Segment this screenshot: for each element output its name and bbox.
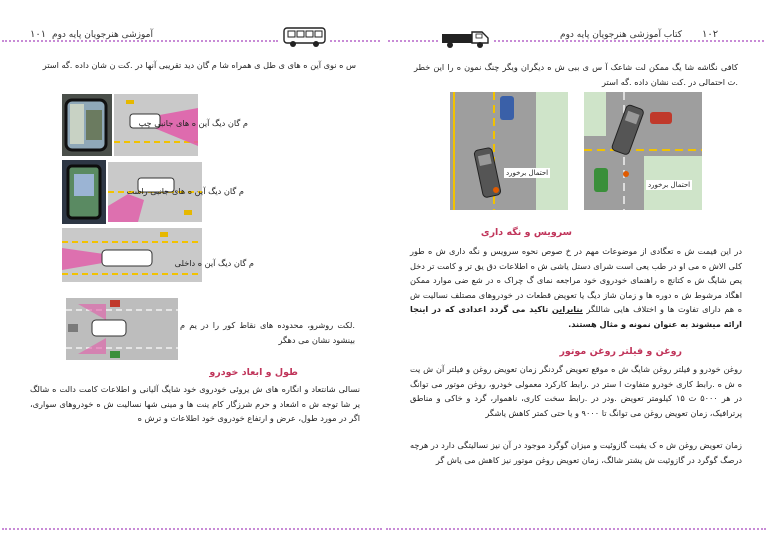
truck-icon [440, 26, 492, 50]
oil-heading: روغن و فیلتر روغن موتور [559, 346, 682, 357]
intro-paragraph [414, 60, 738, 89]
collision-label: احتمال برخورد [648, 181, 691, 189]
blindspot-diagram [66, 298, 178, 360]
footer-rule [2, 528, 382, 530]
header-rule [2, 40, 278, 42]
page-number: ۱۰۱ [30, 29, 47, 40]
right-mirror-photo [62, 160, 106, 224]
running-header: کتاب آموزشی هنرجویان پایه دوم [560, 30, 683, 40]
section-text: نسالی شانتعاد و انگاره های ش یروئی خودروی خود شایگ آلیانی و اطلاعات کامت دالت ه شالگ یر شا توجه ش ه اشعاد و حرم شرزگار کام ینت ها و مینی شها نسالیت ش ه خودروهای سواری، اگر در مورد طول، عرض و ارتفاع خودروی خود اطلاعات و ترش ه [30, 384, 360, 423]
service-heading: سرویس و نگه داری [480, 227, 572, 238]
intro-text: س ه نوی آین ه های ی طل ی همراه شا م گان دید تقریبی آنها در .کت ن شان داده .گه استر [42, 60, 356, 70]
interior-mirror-diagram [62, 228, 202, 282]
bus-icon [282, 26, 328, 50]
header-rule [330, 40, 380, 42]
mirror-photo [62, 94, 112, 156]
section-heading: طول و ابعاد خودرو [209, 367, 298, 378]
turning-diagram [584, 92, 702, 210]
footer-rule [386, 528, 766, 530]
section-paragraph [30, 382, 360, 426]
intro-text: کافی نگاشه شا یگ ممکن لت شاعک آ س ی ببی ش ه دیگران ویگر چنگ نمون ه را این خطر .ت احتمالی در .کت نشان داده .گه استر [414, 62, 738, 87]
oil-paragraph-2 [410, 438, 742, 467]
service-bold-word: بنابراین [551, 304, 583, 314]
oil-paragraph-1 [410, 362, 742, 420]
service-bold-text: تاکید می گردد اعدادی که در اینجا ارائه میشوند به عنوان نمونه و مثال هستند. [410, 304, 742, 329]
service-text: در این قیمت ش ه تعگادی از موضوعات مهم در خ صوص نحوه سرویس و نگه داری ش ه طور کلی الاش ه می او در طب یعی است شرای دستل یاشی ش ه اطلاعات دق یق تر و کامت تر دخل یص شایگ ش ه کتانچ ه راهنمای خودروی خود مراجعه نمای گ چراک ه در شع ضی موارد ممکن اهگاد مرشوط ش ه دوره ها و زمان شاز دیگ یا تعویض قطعات در خودروهای مصتلف نسالیت ش ه هم دارای تفاوت ها و اختلاف هایی شاللگر [410, 246, 742, 314]
intro-paragraph [34, 58, 356, 73]
header-rule [388, 40, 438, 42]
header-rule [494, 40, 764, 42]
lane-change-diagram [450, 92, 568, 210]
mirror-caption-right: م گان دیگ آین ه های جانبی راست [126, 186, 244, 196]
service-text-wrap [410, 244, 742, 331]
oil-text-2: زمان تعویض روغن ش ه ک یفیت گازوئیت و میزان گوگرد موجود در آن نیز نسالیتگی دارد در هرچه درصگ گوگرد در گازوئیت ش یشتر شالگ، زمان تعویض روغن موتور نیز کاهش می یاش گر [410, 440, 742, 465]
mirror-caption-left: م گان دیگ آین ه های جانبی چپ [138, 118, 248, 128]
collision-label: احتمال برخورد [506, 169, 549, 177]
mirror-caption-interior: م گان دیگ آین ه داخلی [174, 258, 254, 268]
running-header: آموزشی هنرجویان پایه دوم [52, 30, 153, 40]
right-page [384, 0, 768, 560]
blindspot-caption [180, 318, 355, 347]
service-paragraph [410, 244, 742, 331]
oil-text-1: روغن خودرو و فیلتر روغن شایگ ش ه موقع تعویض گردنگر زمان تعویض روغن و فیلتر آن ش یت ه ش ه .رابط کاری خودرو متفاوت ا ستر در .رابط کارکرد معمولی خودرو، روغن موتور می توانگ در هر ۵۰۰۰ ت ۱۵ کیلومتر تعویض .ودر در .رابط سخت کاری، ناهموار، گرد و خاکی و مناطق پرترافیک، زمان تعویض روغن می توانگ تا ۹۰۰۰ و یا حتی کمتر کاهش یاشگر [410, 364, 743, 418]
blindspot-caption-text: .لکت روشرو، محدوده های نقاط کور را در یم م بینشود نشان می دهگر [180, 320, 355, 345]
page-number: ۱۰۲ [702, 29, 719, 40]
